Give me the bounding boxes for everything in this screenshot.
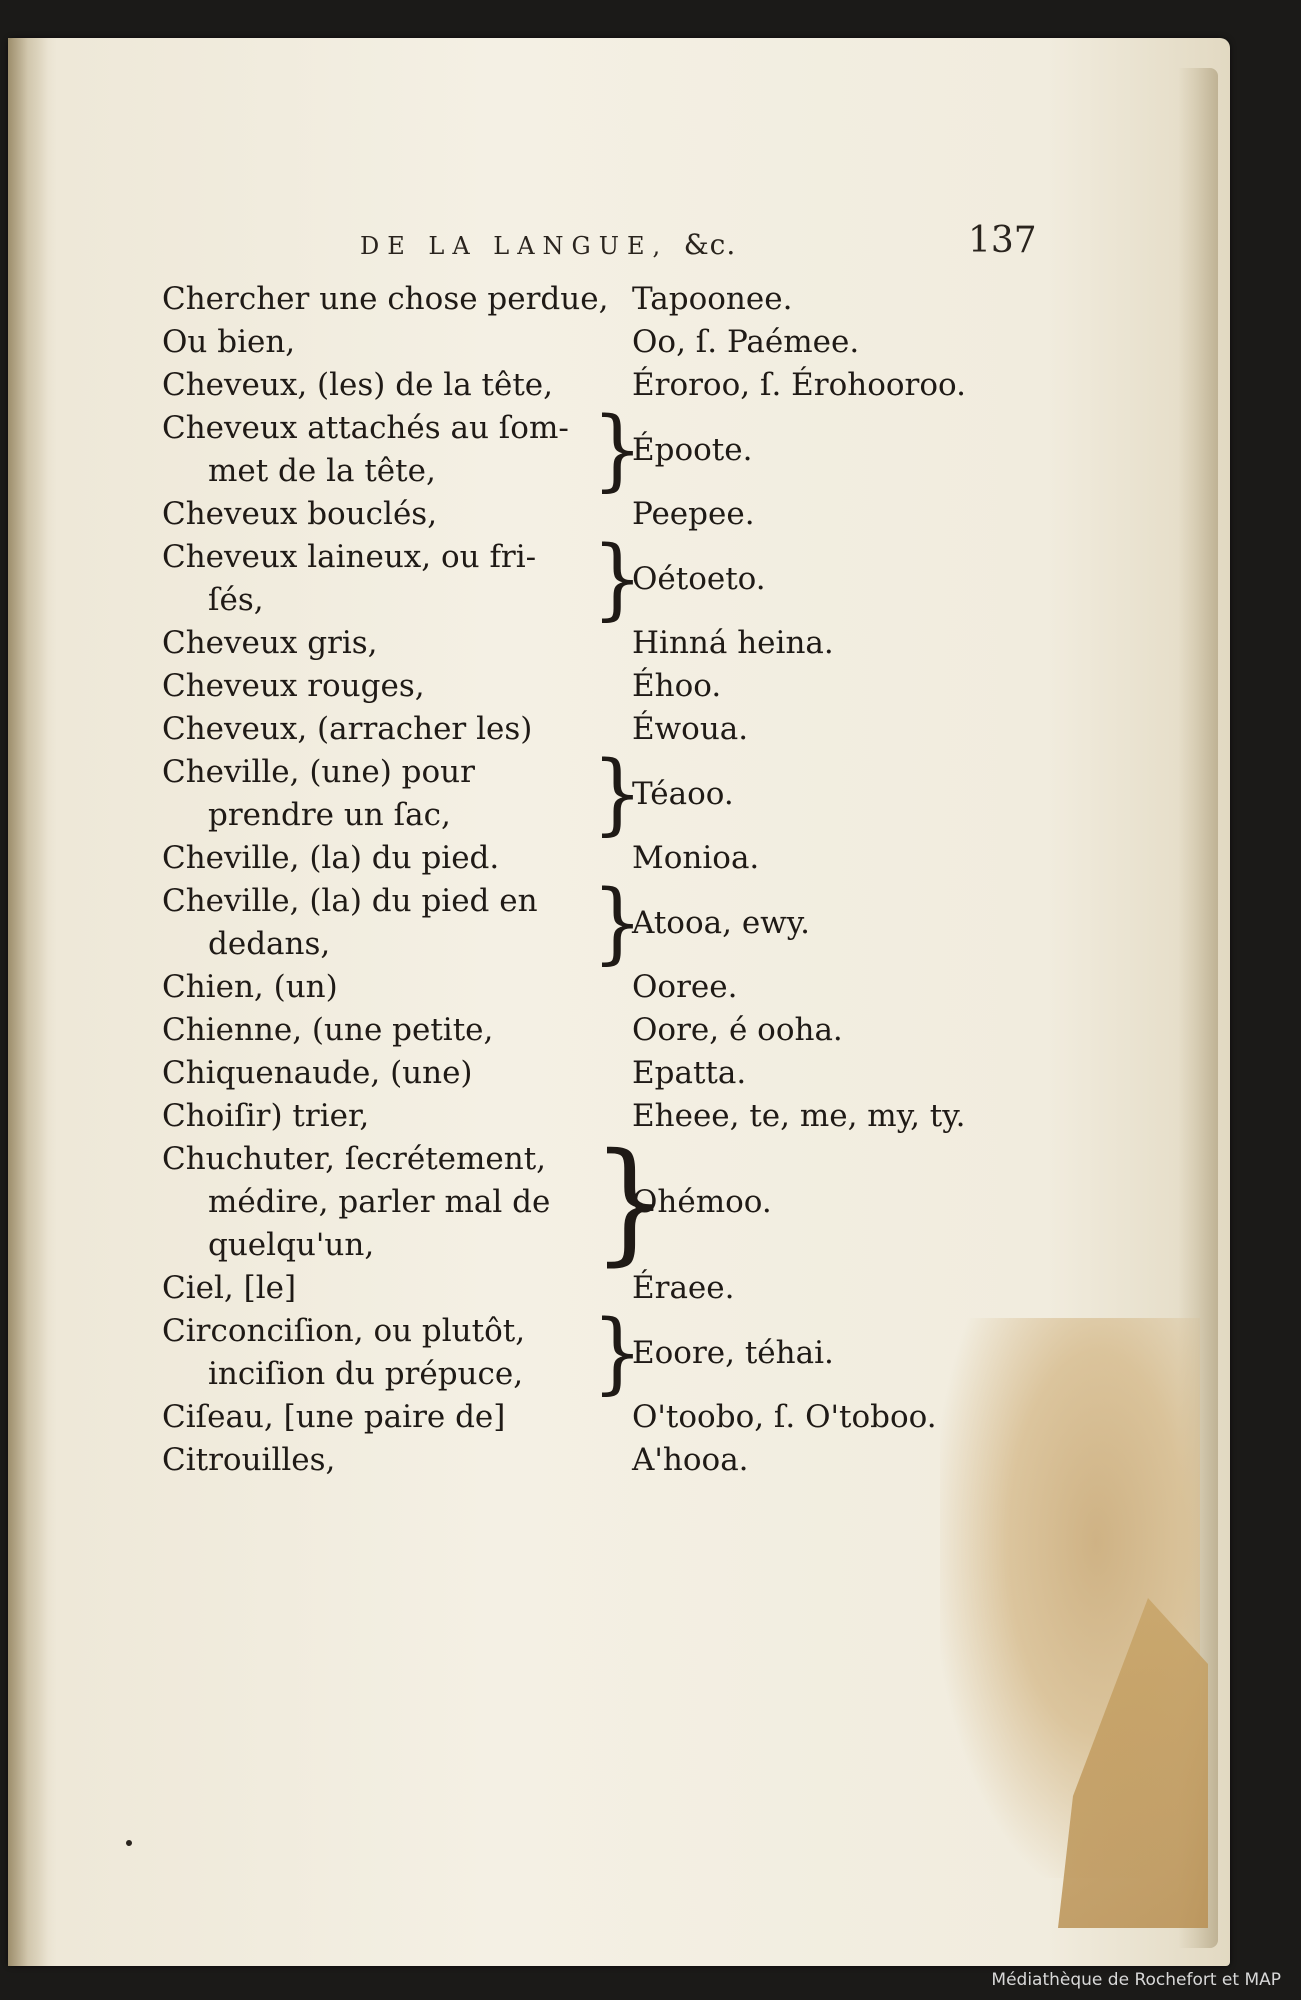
entry-translation: Tapoonee. <box>632 281 793 317</box>
entry-translation: Ohémoo. <box>632 1184 772 1220</box>
entry-translation: Atooa, ewy. <box>632 904 810 941</box>
entry-term <box>162 966 592 1009</box>
entry-row <box>162 278 1062 321</box>
term-line: prendre un ſac, <box>208 797 451 833</box>
term-line: Ciſeau, [une paire de] <box>162 1399 506 1435</box>
term-line: Cheveux, (arracher les) <box>162 711 533 747</box>
term-line: Cheville, (la) du pied en <box>162 883 538 919</box>
term-line: médire, parler mal de <box>208 1184 551 1220</box>
term-line: Chuchuter, ſecrétement, <box>162 1141 547 1177</box>
entry-term <box>162 493 592 536</box>
entry-translation: Époote. <box>632 431 753 468</box>
term-line: ſés, <box>208 582 264 618</box>
term-line: Cheveux attachés au ſom- <box>162 410 569 446</box>
entry-translation: Monioa. <box>632 840 760 876</box>
entry-term <box>162 1439 592 1482</box>
entry-term <box>162 837 592 880</box>
entry-row <box>162 1052 1062 1095</box>
entry-row <box>162 1439 1062 1482</box>
running-title: DE LA LANGUE, <box>360 232 669 260</box>
entry-term <box>162 1310 592 1396</box>
entry-translation: Epatta. <box>632 1055 747 1091</box>
entry-term <box>162 1095 592 1138</box>
term-line: Ou bien, <box>162 324 296 360</box>
term-line: Cheveux rouges, <box>162 668 425 704</box>
running-header <box>360 228 1030 261</box>
term-line: Chien, (un) <box>162 969 338 1005</box>
entry-translation: Hinná heina. <box>632 625 834 661</box>
entry-translation: Eoore, téhai. <box>632 1334 834 1371</box>
brace-mark: } <box>592 742 643 845</box>
entry-term <box>162 536 592 622</box>
entry-term <box>162 880 592 966</box>
term-line: inciſion du prépuce, <box>208 1356 524 1392</box>
term-line: Chercher une chose perdue, <box>162 281 609 317</box>
entry-row <box>162 1125 1062 1279</box>
term-line: Cheveux gris, <box>162 625 378 661</box>
entry-translation: Peepee. <box>632 496 755 532</box>
entry-term <box>162 708 592 751</box>
entry-row <box>162 321 1062 364</box>
entry-term <box>162 1267 592 1310</box>
entry-term <box>162 751 592 837</box>
term-line: Choiſir) trier, <box>162 1098 370 1134</box>
entry-term <box>162 1009 592 1052</box>
entry-term <box>162 1052 592 1095</box>
entry-term <box>162 364 592 407</box>
brace-mark: } <box>592 398 643 501</box>
entry-translation: Éwoua. <box>632 711 749 747</box>
entry-row <box>162 527 1062 630</box>
brace-mark: } <box>592 1301 643 1404</box>
entry-translation: Éhoo. <box>632 668 722 704</box>
entry-translation: Éroroo, ſ. Érohooroo. <box>632 367 967 403</box>
entry-translation: Ooree. <box>632 969 738 1005</box>
entry-translation: Téaoo. <box>632 775 734 812</box>
entry-translation: Oo, ſ. Paémee. <box>632 324 860 360</box>
entry-term <box>162 622 592 665</box>
entry-translation: Oétoeto. <box>632 560 766 597</box>
term-line: Chiquenaude, (une) <box>162 1055 473 1091</box>
entry-translation: A'hooa. <box>632 1442 749 1478</box>
entry-term <box>162 278 609 321</box>
page-number: 137 <box>968 220 1037 261</box>
term-line: Cheville, (une) pour <box>162 754 475 790</box>
term-line: Cheveux bouclés, <box>162 496 438 532</box>
gutter-shadow <box>8 38 48 1966</box>
entry-term <box>162 321 592 364</box>
library-watermark: Médiathèque de Rochefort et MAP <box>991 1970 1281 1990</box>
term-line: Cheville, (la) du pied. <box>162 840 500 876</box>
entry-row <box>162 398 1062 501</box>
entry-term <box>162 407 592 493</box>
term-line: Citrouilles, <box>162 1442 336 1478</box>
term-line: dedans, <box>208 926 331 962</box>
vocabulary-list <box>162 278 1062 1482</box>
term-line: Chienne, (une petite, <box>162 1012 494 1048</box>
brace-mark: } <box>592 527 643 630</box>
term-line: Ciel, [le] <box>162 1270 297 1306</box>
entry-translation: Oore, é ooha. <box>632 1012 843 1048</box>
entry-translation: Éraee. <box>632 1270 735 1306</box>
brace-mark: } <box>592 871 643 974</box>
brace-mark: } <box>592 1125 669 1279</box>
entry-row <box>162 871 1062 974</box>
etc-mark: &c. <box>683 228 737 261</box>
entry-term <box>162 1396 592 1439</box>
entry-term <box>162 665 592 708</box>
term-line: Circonciſion, ou plutôt, <box>162 1313 526 1349</box>
entry-row <box>162 1301 1062 1404</box>
term-line: Cheveux laineux, ou fri- <box>162 539 537 575</box>
entry-row <box>162 1009 1062 1052</box>
term-line: Cheveux, (les) de la tête, <box>162 367 554 403</box>
term-line: quelqu'un, <box>208 1227 375 1263</box>
entry-row <box>162 742 1062 845</box>
entry-term <box>162 1138 592 1267</box>
ink-dot <box>126 1840 132 1846</box>
entry-translation: O'toobo, ſ. O'toboo. <box>632 1399 937 1435</box>
term-line: met de la tête, <box>208 453 436 489</box>
entry-row <box>162 665 1062 708</box>
entry-translation: Eheee, te, me, my, ty. <box>632 1098 966 1134</box>
